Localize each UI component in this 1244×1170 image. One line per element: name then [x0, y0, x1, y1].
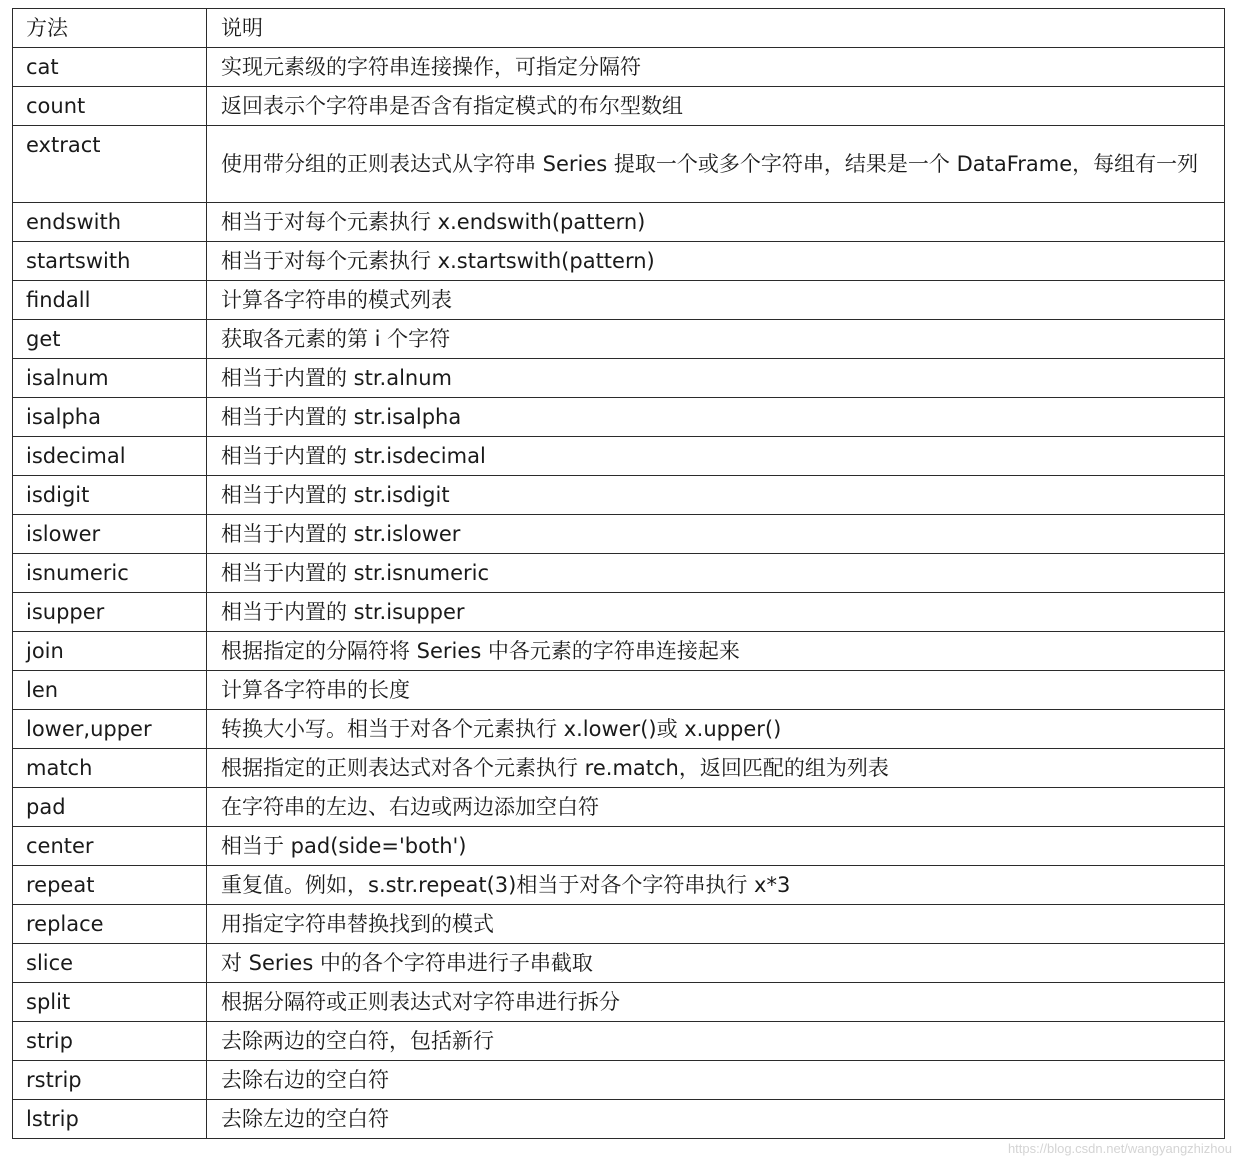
table-row	[13, 944, 1225, 983]
table-row	[13, 710, 1225, 749]
table-row	[13, 242, 1225, 281]
table-row	[13, 1061, 1225, 1100]
method-name: strip	[13, 1022, 207, 1061]
method-description: 根据指定的分隔符将 Series 中各元素的字符串连接起来	[207, 632, 1225, 671]
header-method: 方法	[13, 9, 207, 48]
table-row	[13, 905, 1225, 944]
method-name: isupper	[13, 593, 207, 632]
header-description: 说明	[207, 9, 1225, 48]
method-name: get	[13, 320, 207, 359]
table-row	[13, 87, 1225, 126]
method-description: 相当于内置的 str.isupper	[207, 593, 1225, 632]
table-row	[13, 437, 1225, 476]
table-row	[13, 593, 1225, 632]
method-description: 相当于 pad(side='both')	[207, 827, 1225, 866]
method-description: 相当于内置的 str.isdecimal	[207, 437, 1225, 476]
table-row	[13, 554, 1225, 593]
table-body	[13, 48, 1225, 1139]
method-name: isalpha	[13, 398, 207, 437]
method-description: 相当于内置的 str.alnum	[207, 359, 1225, 398]
method-name: isnumeric	[13, 554, 207, 593]
method-description: 对 Series 中的各个字符串进行子串截取	[207, 944, 1225, 983]
method-description: 使用带分组的正则表达式从字符串 Series 提取一个或多个字符串，结果是一个 DataFrame，每组有一列	[207, 126, 1225, 203]
method-name: startswith	[13, 242, 207, 281]
method-name: repeat	[13, 866, 207, 905]
table-row	[13, 1100, 1225, 1139]
method-description: 相当于内置的 str.islower	[207, 515, 1225, 554]
method-description: 获取各元素的第 i 个字符	[207, 320, 1225, 359]
table-row	[13, 827, 1225, 866]
method-name: count	[13, 87, 207, 126]
method-name: islower	[13, 515, 207, 554]
method-name: lstrip	[13, 1100, 207, 1139]
table-row	[13, 48, 1225, 87]
method-name: isdecimal	[13, 437, 207, 476]
method-name: replace	[13, 905, 207, 944]
method-description: 根据指定的正则表达式对各个元素执行 re.match，返回匹配的组为列表	[207, 749, 1225, 788]
method-name: isdigit	[13, 476, 207, 515]
method-name: slice	[13, 944, 207, 983]
table-row	[13, 476, 1225, 515]
table-row	[13, 203, 1225, 242]
method-name: cat	[13, 48, 207, 87]
method-description: 返回表示个字符串是否含有指定模式的布尔型数组	[207, 87, 1225, 126]
table-header-row	[13, 9, 1225, 48]
table-row	[13, 1022, 1225, 1061]
method-name: join	[13, 632, 207, 671]
method-name: endswith	[13, 203, 207, 242]
method-description: 实现元素级的字符串连接操作，可指定分隔符	[207, 48, 1225, 87]
method-description: 相当于内置的 str.isnumeric	[207, 554, 1225, 593]
watermark: https://blog.csdn.net/wangyangzhizhou	[1007, 1141, 1232, 1156]
table-row	[13, 749, 1225, 788]
table-row	[13, 320, 1225, 359]
method-description: 重复值。例如，s.str.repeat(3)相当于对各个字符串执行 x*3	[207, 866, 1225, 905]
method-description: 相当于对每个元素执行 x.endswith(pattern)	[207, 203, 1225, 242]
method-description: 根据分隔符或正则表达式对字符串进行拆分	[207, 983, 1225, 1022]
table-row	[13, 983, 1225, 1022]
method-description: 用指定字符串替换找到的模式	[207, 905, 1225, 944]
table-row	[13, 866, 1225, 905]
method-name: isalnum	[13, 359, 207, 398]
table-row	[13, 632, 1225, 671]
table-row	[13, 359, 1225, 398]
table-row	[13, 671, 1225, 710]
method-name: pad	[13, 788, 207, 827]
table-row	[13, 515, 1225, 554]
method-name: len	[13, 671, 207, 710]
table-row	[13, 788, 1225, 827]
table-row	[13, 281, 1225, 320]
method-name: center	[13, 827, 207, 866]
method-description: 去除左边的空白符	[207, 1100, 1225, 1139]
table-row	[13, 126, 1225, 203]
method-name: lower,upper	[13, 710, 207, 749]
method-description: 转换大小写。相当于对各个元素执行 x.lower()或 x.upper()	[207, 710, 1225, 749]
table-row	[13, 398, 1225, 437]
method-name: extract	[13, 126, 207, 203]
method-description: 去除右边的空白符	[207, 1061, 1225, 1100]
method-description: 相当于对每个元素执行 x.startswith(pattern)	[207, 242, 1225, 281]
method-name: split	[13, 983, 207, 1022]
method-description: 去除两边的空白符，包括新行	[207, 1022, 1225, 1061]
method-name: rstrip	[13, 1061, 207, 1100]
method-description: 相当于内置的 str.isdigit	[207, 476, 1225, 515]
method-description: 计算各字符串的长度	[207, 671, 1225, 710]
string-methods-table	[12, 8, 1225, 1139]
method-name: findall	[13, 281, 207, 320]
method-description: 相当于内置的 str.isalpha	[207, 398, 1225, 437]
method-description: 计算各字符串的模式列表	[207, 281, 1225, 320]
method-name: match	[13, 749, 207, 788]
method-description: 在字符串的左边、右边或两边添加空白符	[207, 788, 1225, 827]
